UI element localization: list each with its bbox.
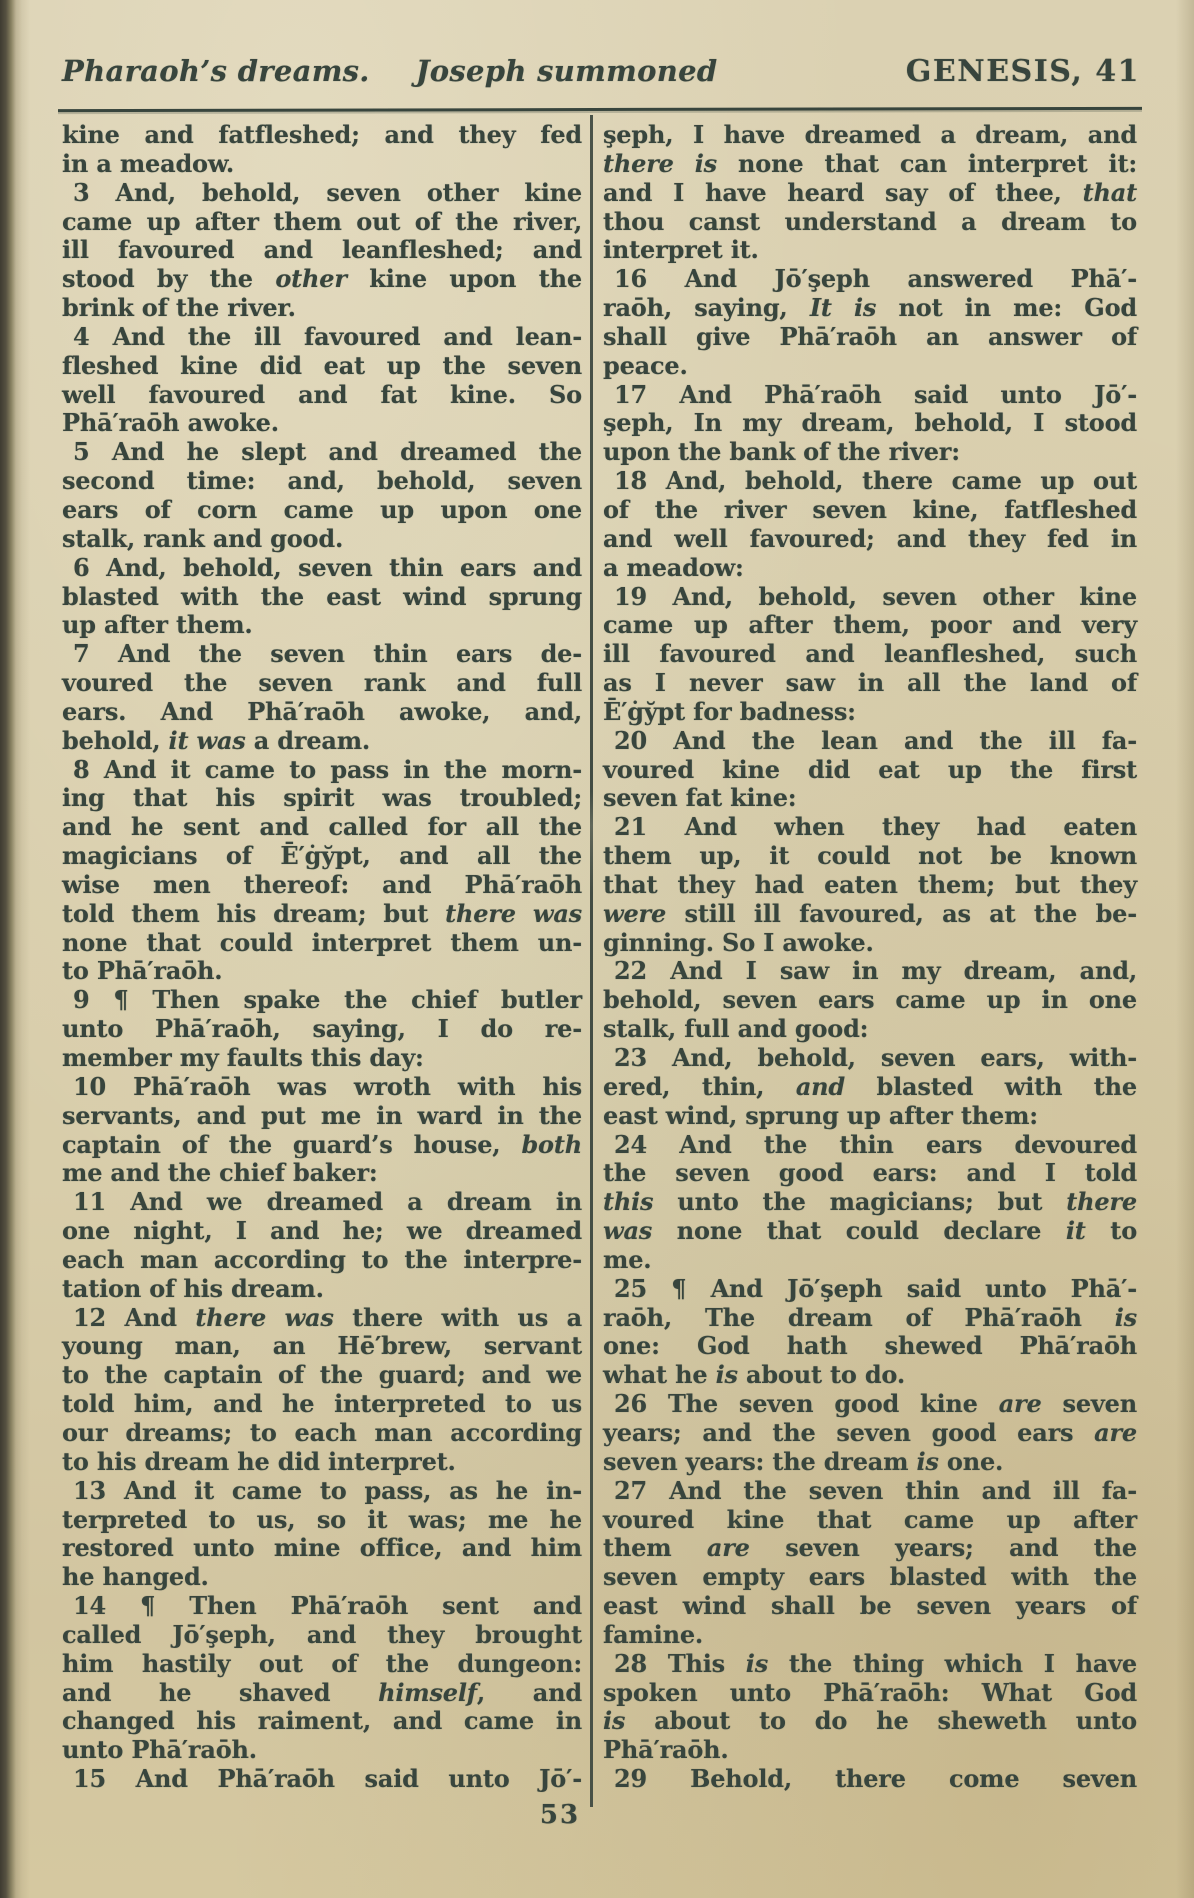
verse-line: and well favoured; and they fed in [603,523,1137,553]
verse-line: is about to do he sheweth unto [603,1706,1137,1736]
verse-line: ginning. So I awoke. [603,927,874,957]
verse-line: Phā′raōh awoke. [62,408,279,438]
verse-line: 16 And Jō′şeph answered Phā′- [614,264,1137,294]
verse-line: 11 And we dreamed a dream in [73,1187,582,1217]
verse-line: behold, it was a dream. [62,725,371,755]
running-head-subject-2: Joseph summoned [415,54,718,88]
verse-line: Ē′ġy̆pt for badness: [603,696,856,726]
verse-line: me. [603,1244,652,1274]
verse-line: Phā′raōh. [603,1735,729,1765]
verse-line: wise men thereof: and Phā′raōh [62,869,582,899]
verse-line: changed his raiment, and came in [62,1706,582,1736]
verse-line: ing that his spirit was troubled; [62,783,582,813]
verse-line: tation of his dream. [62,1273,324,1303]
verse-line: behold, seven ears came up in one [603,985,1137,1015]
running-head-book-chapter: GENESIS, 41 [905,54,1140,89]
verse-line: unto Phā′raōh, saying, I do re- [62,1014,582,1044]
verse-line: me and the chief baker: [62,1158,378,1188]
verse-line: 7 And the seven thin ears de- [73,639,582,669]
verse-line: 17 And Phā′raōh said unto Jō′- [614,379,1137,409]
verse-line: ears. And Phā′raōh awoke, and, [62,696,582,726]
verse-line: member my faults this day: [62,1043,424,1072]
verse-line: in a meadow. [62,148,235,178]
verse-line: 21 And when they had eaten [614,812,1137,842]
verse-line: seven years: the dream is one. [603,1446,1004,1476]
verse-line: and he shaved himself, and [62,1677,582,1707]
verse-line: famine. [603,1619,704,1649]
verse-line: voured kine that came up after [603,1504,1137,1534]
verse-line: servants, and put me in ward in the [62,1100,582,1130]
verse-line: ill favoured and leanfleshed; and [62,235,582,265]
verse-line: this unto the magicians; but there [603,1187,1137,1217]
verse-line: ill favoured and leanfleshed, such [603,639,1137,669]
verse-line: 24 And the thin ears devoured [614,1129,1137,1159]
verse-line: upon the bank of the river: [603,437,960,467]
verse-line: them are seven years; and the [603,1533,1137,1563]
verse-line: voured kine did eat up the first [603,754,1137,784]
verse-line: he hanged. [62,1562,209,1592]
verse-line: 27 And the seven thin and ill fa- [614,1475,1137,1505]
verse-line: the seven good ears: and I told [603,1158,1137,1188]
verse-line: was none that could declare it to [603,1216,1137,1246]
verse-line: unto Phā′raōh. [62,1735,257,1765]
running-head [62,54,1140,89]
verse-line: shall give Phā′raōh an answer of [603,321,1137,351]
binding-edge [0,0,30,1898]
verse-line: stalk, full and good: [603,1014,869,1044]
verse-line: east wind shall be seven years of [603,1591,1137,1621]
verse-line: 20 And the lean and the ill fa- [614,725,1137,755]
verse-line: 26 The seven good kine are seven [614,1389,1137,1419]
verse-line: captain of the guard’s house, both [62,1129,582,1159]
verse-line: as I never saw in all the land of [603,668,1137,698]
verse-line: ered, thin, and blasted with the [603,1071,1137,1101]
verse-line: 22 And I saw in my dream, and, [614,956,1137,986]
verse-line: fleshed kine did eat up the seven [62,350,582,380]
verse-line: up after them. [62,610,253,640]
verse-line: none that could interpret them un- [62,927,582,957]
verse-line: magicians of Ē′ġy̆pt, and all the [62,841,582,871]
verse-line: called Jō′şeph, and they brought [62,1619,582,1649]
column-divider [590,115,593,1807]
verse-line: 29 Behold, there come seven [614,1764,1137,1794]
verse-line: peace. [603,350,688,380]
page-number: 53 [539,1800,581,1830]
verse-line: that they had eaten them; but they [603,869,1137,899]
verse-line: one night, I and he; we dreamed [62,1216,582,1246]
verse-line: to the captain of the guard; and we [62,1360,582,1390]
verse-line: and I have heard say of thee, that [603,177,1137,207]
verse-line: 6 And, behold, seven thin ears and [73,552,582,582]
verse-line: a meadow: [603,552,744,582]
verse-line: raōh, saying, It is not in me: God [603,293,1137,323]
verse-line: stalk, rank and good. [62,523,344,553]
verse-line: told them his dream; but there was [62,898,582,928]
verse-line: restored unto mine office, and him [62,1533,582,1563]
verse-line: 8 And it came to pass in the morn- [73,754,582,784]
verse-line: 23 And, behold, seven ears, with- [614,1043,1137,1072]
verse-line: thou canst understand a dream to [603,206,1137,236]
verse-line: 19 And, behold, seven other kine [614,581,1137,611]
verse-line: 25 ¶ And Jō′şeph said unto Phā′- [614,1273,1137,1303]
verse-line: 15 And Phā′raōh said unto Jō′- [73,1764,582,1794]
verse-line: 4 And the ill favoured and lean- [73,321,582,351]
verse-line: seven fat kine: [603,783,797,813]
verse-line: years; and the seven good ears are [603,1417,1137,1447]
verse-line: 14 ¶ Then Phā′raōh sent and [73,1591,582,1621]
verse-line: 10 Phā′raōh was wroth with his [73,1071,582,1101]
verse-line: him hastily out of the dungeon: [62,1648,582,1678]
verse-line: told him, and he interpreted to us [62,1389,582,1419]
verse-line: 13 And it came to pass, as he in- [73,1475,582,1505]
header-rule [58,107,1142,112]
verse-line: raōh, The dream of Phā′raōh is [603,1302,1137,1332]
verse-line: 12 And there was there with us a [73,1302,583,1332]
verse-line: and he sent and called for all the [62,812,582,842]
verse-line: interpret it. [603,235,759,265]
text-column-right [603,121,1137,1794]
verse-line: şeph, I have dreamed a dream, and [603,120,1137,149]
verse-line: of the river seven kine, fatfleshed [603,494,1137,524]
verse-line: terpreted to us, so it was; me he [62,1504,582,1534]
verse-line: 18 And, behold, there came up out [614,466,1137,496]
verse-line: 5 And he slept and dreamed the [73,437,582,467]
verse-line: şeph, In my dream, behold, I stood [603,408,1137,438]
running-head-subject-1: Pharaoh’s dreams. [62,54,370,88]
verse-line: spoken unto Phā′raōh: What God [603,1677,1137,1707]
verse-line: there is none that can interpret it: [603,148,1137,178]
verse-line: came up after them, poor and very [603,610,1137,640]
verse-line: what he is about to do. [603,1360,905,1390]
verse-line: 9 ¶ Then spake the chief butler [73,985,582,1015]
verse-line: each man according to the interpre- [62,1244,582,1274]
verse-line: blasted with the east wind sprung [62,581,582,611]
verse-line: kine and fatfleshed; and they fed [62,120,582,149]
verse-line: well favoured and fat kine. So [62,379,582,409]
verse-line: came up after them out of the river, [62,206,582,236]
text-column-left [62,121,582,1794]
verse-line: second time: and, behold, seven [62,466,582,496]
verse-line: to Phā′raōh. [62,956,223,986]
verse-line: 28 This is the thing which I have [614,1648,1137,1678]
verse-line: 3 And, behold, seven other kine [73,177,582,207]
verse-line: one: God hath shewed Phā′raōh [603,1331,1137,1361]
verse-line: them up, it could not be known [603,841,1137,871]
running-head-left [62,54,717,88]
verse-line: were still ill favoured, as at the be- [603,898,1137,928]
verse-line: brink of the river. [62,293,296,323]
verse-line: stood by the other kine upon the [62,264,582,294]
verse-line: to his dream he did interpret. [62,1446,456,1476]
verse-line: voured the seven rank and full [62,668,582,698]
verse-line: young man, an Hē′brew, servant [62,1331,582,1361]
verse-line: east wind, sprung up after them: [603,1100,1038,1130]
verse-line: our dreams; to each man according [62,1417,582,1447]
verse-line: seven empty ears blasted with the [603,1562,1137,1592]
verse-line: ears of corn came up upon one [62,494,582,524]
